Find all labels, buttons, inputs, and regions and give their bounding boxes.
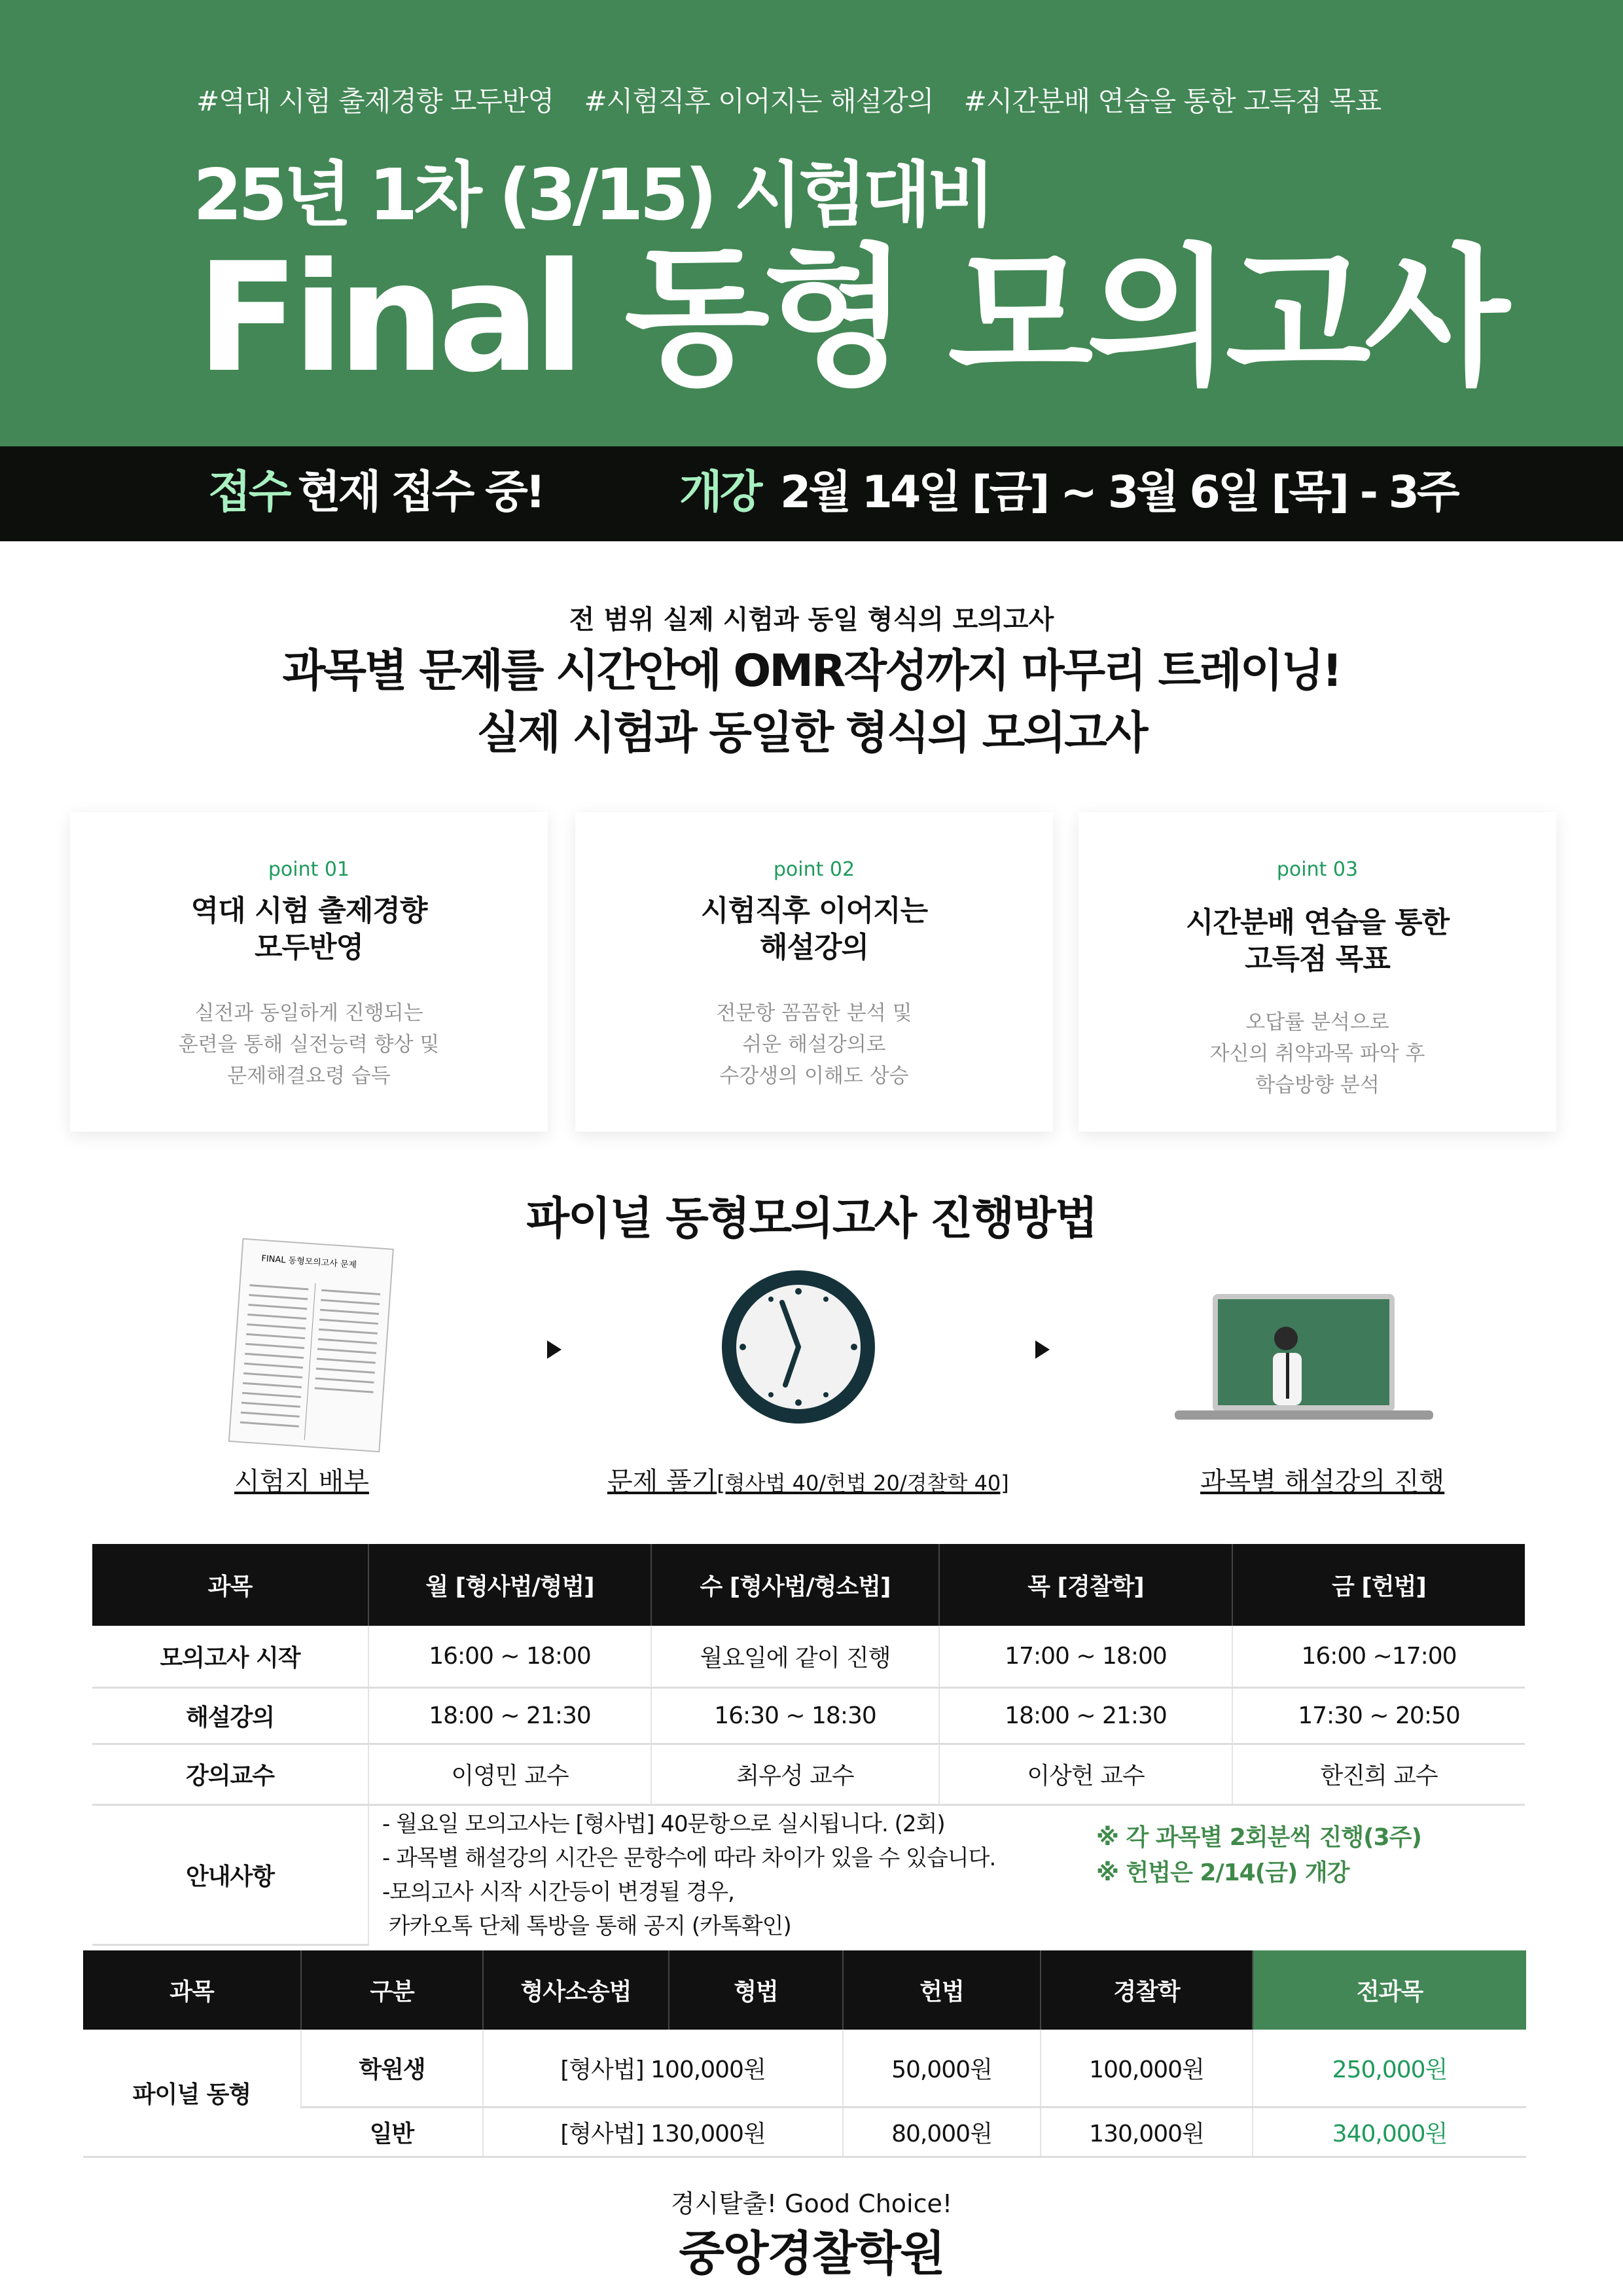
arrow-right-icon	[1035, 1340, 1050, 1359]
point-desc: 수강생의 이해도 상승	[719, 1064, 909, 1088]
step-label-distribute: 시험지 배부	[234, 1467, 369, 1497]
cell: 18:00 ~ 21:30	[368, 1687, 651, 1744]
point-title: 모두반영	[254, 931, 363, 964]
laptop-lecture-icon	[1175, 1293, 1433, 1424]
point-desc: 쉬운 해설강의로	[742, 1033, 886, 1056]
footer-slogan: 경시탈출! Good Choice!	[670, 2189, 953, 2218]
paper-heading: FINAL 동형모의고사 문제	[260, 1253, 357, 1270]
row-label: 해설강의	[92, 1687, 368, 1744]
step-detail: [형사법 40/헌법 20/경찰학 40]	[717, 1471, 1009, 1496]
col-header: 경찰학	[1041, 1950, 1253, 2030]
step-label-solve	[607, 1461, 1009, 1498]
step-label-lecture: 과목별 해설강의 진행	[1200, 1467, 1445, 1497]
point-desc: 전문항 꼼꼼한 분석 및	[716, 1001, 912, 1025]
table-row	[83, 2030, 1526, 2107]
note-line: - 과목별 해설강의 시간은 문항수에 따라 차이가 있을 수 있습니다.	[382, 1844, 996, 1871]
opening-dates: 2월 14일 [금] ~ 3월 6일 [목] - 3주	[780, 467, 1457, 518]
price-cell: 80,000원	[843, 2107, 1041, 2157]
col-header: 형사소송법	[483, 1950, 669, 2030]
cell: 17:00 ~ 18:00	[939, 1626, 1232, 1687]
row-label: 모의고사 시작	[92, 1626, 368, 1687]
cell: 이상헌 교수	[939, 1744, 1232, 1804]
highlight-note: ※ 각 과목별 2회분씩 진행(3주)	[1096, 1823, 1421, 1851]
point-title: 역대 시험 출제경향	[190, 894, 427, 927]
point-title: 해설강의	[759, 931, 868, 964]
registration-status: 현재 접수 중!	[298, 467, 543, 518]
col-header: 과목	[92, 1544, 368, 1626]
cell: 18:00 ~ 21:30	[939, 1687, 1232, 1744]
course-name: 파이널 동형	[83, 2030, 301, 2157]
point-title: 시험직후 이어지는	[700, 894, 928, 927]
cell: 최우성 교수	[651, 1744, 939, 1804]
highlight-note: ※ 헌법은 2/14(금) 개강	[1096, 1859, 1349, 1886]
cell: 한진희 교수	[1232, 1744, 1525, 1804]
intro-caption: 전 범위 실제 시험과 동일 형식의 모의고사	[569, 605, 1054, 635]
table-row	[92, 1744, 1525, 1804]
process-title: 파이널 동형모의고사 진행방법	[526, 1193, 1097, 1245]
hashtag: #시험직후 이어지는 해설강의	[584, 85, 934, 117]
point-desc: 실전과 동일하게 진행되는	[194, 1001, 423, 1025]
price-cell: 50,000원	[843, 2030, 1041, 2107]
exam-paper-icon	[209, 1237, 406, 1460]
cell: 월요일에 같이 진행	[651, 1626, 939, 1687]
hashtags	[196, 85, 1403, 118]
col-header: 구분	[301, 1950, 483, 2030]
point-label: point 03	[1276, 858, 1359, 881]
col-header: 헌법	[843, 1950, 1041, 2030]
info-band	[0, 446, 1623, 541]
table-row	[92, 1687, 1525, 1744]
point-card	[1079, 812, 1556, 1132]
col-header: 수 [형사법/형소법]	[651, 1544, 939, 1626]
cell: 17:30 ~ 20:50	[1232, 1687, 1525, 1744]
cell: 16:30 ~ 18:30	[651, 1687, 939, 1744]
clock-icon	[720, 1268, 877, 1426]
hero-title: Final 동형 모의고사	[196, 231, 1503, 406]
cell: 16:00 ~17:00	[1232, 1626, 1525, 1687]
intro-headline: 실제 시험과 동일한 형식의 모의고사	[476, 708, 1147, 759]
col-header: 과목	[83, 1950, 301, 2030]
opening-label: 개강	[679, 467, 760, 518]
price-total: 340,000원	[1253, 2107, 1526, 2157]
col-header: 형법	[669, 1950, 843, 2030]
cell: 16:00 ~ 18:00	[368, 1626, 651, 1687]
cell: 이영민 교수	[368, 1744, 651, 1804]
hashtag: #역대 시험 출제경향 모두반영	[196, 85, 554, 117]
point-label: point 01	[268, 858, 350, 881]
point-card	[70, 812, 548, 1132]
point-desc: 훈련을 통해 실전능력 향상 및	[178, 1033, 440, 1056]
hashtag: #시간분배 연습을 통한 고득점 목표	[963, 85, 1382, 117]
col-header: 월 [형사법/형법]	[368, 1544, 651, 1626]
table-row	[92, 1626, 1525, 1687]
row-label: 안내사항	[92, 1804, 368, 1945]
row-label: 강의교수	[92, 1744, 368, 1804]
notes-row	[92, 1804, 1525, 1945]
col-header-total: 전과목	[1253, 1950, 1526, 2030]
schedule-table	[92, 1544, 1525, 1946]
point-title: 고득점 목표	[1245, 942, 1390, 976]
price-cell: 100,000원	[1041, 2030, 1253, 2107]
col-header: 목 [경찰학]	[939, 1544, 1232, 1626]
price-type: 일반	[301, 2107, 483, 2157]
price-total: 250,000원	[1253, 2030, 1526, 2107]
price-cell: 130,000원	[1041, 2107, 1253, 2157]
point-desc: 오답률 분석으로	[1245, 1011, 1389, 1034]
brand-logo: 중앙경찰학원	[679, 2226, 944, 2281]
col-header: 금 [헌법]	[1232, 1544, 1525, 1626]
price-table	[83, 1950, 1526, 2158]
price-cell: [형사법] 130,000원	[483, 2107, 843, 2157]
point-title: 시간분배 연습을 통한	[1185, 906, 1450, 939]
step-label: 문제 풀기	[607, 1467, 717, 1497]
note-line: - 월요일 모의고사는 [형사법] 40문항으로 실시됩니다. (2회)	[382, 1810, 945, 1837]
note-line: -모의고사 시작 시간등이 변경될 경우,	[382, 1878, 734, 1905]
price-cell: [형사법] 100,000원	[483, 2030, 843, 2107]
arrow-right-icon	[547, 1340, 562, 1359]
intro-headline: 과목별 문제를 시간안에 OMR작성까지 마무리 트레이닝!	[282, 645, 1341, 697]
point-card	[575, 812, 1053, 1132]
note-line: 카카오톡 단체 톡방을 통해 공지 (카톡확인)	[382, 1912, 791, 1939]
hero-subtitle: 25년 1차 (3/15) 시험대비	[193, 154, 991, 236]
point-desc: 학습방향 분석	[1255, 1073, 1380, 1097]
point-desc: 문제해결요령 습득	[227, 1064, 391, 1088]
point-desc: 자신의 취약과목 파악 후	[1209, 1042, 1425, 1066]
price-type: 학원생	[301, 2030, 483, 2107]
point-label: point 02	[773, 858, 855, 881]
registration-label: 접수	[208, 467, 289, 518]
